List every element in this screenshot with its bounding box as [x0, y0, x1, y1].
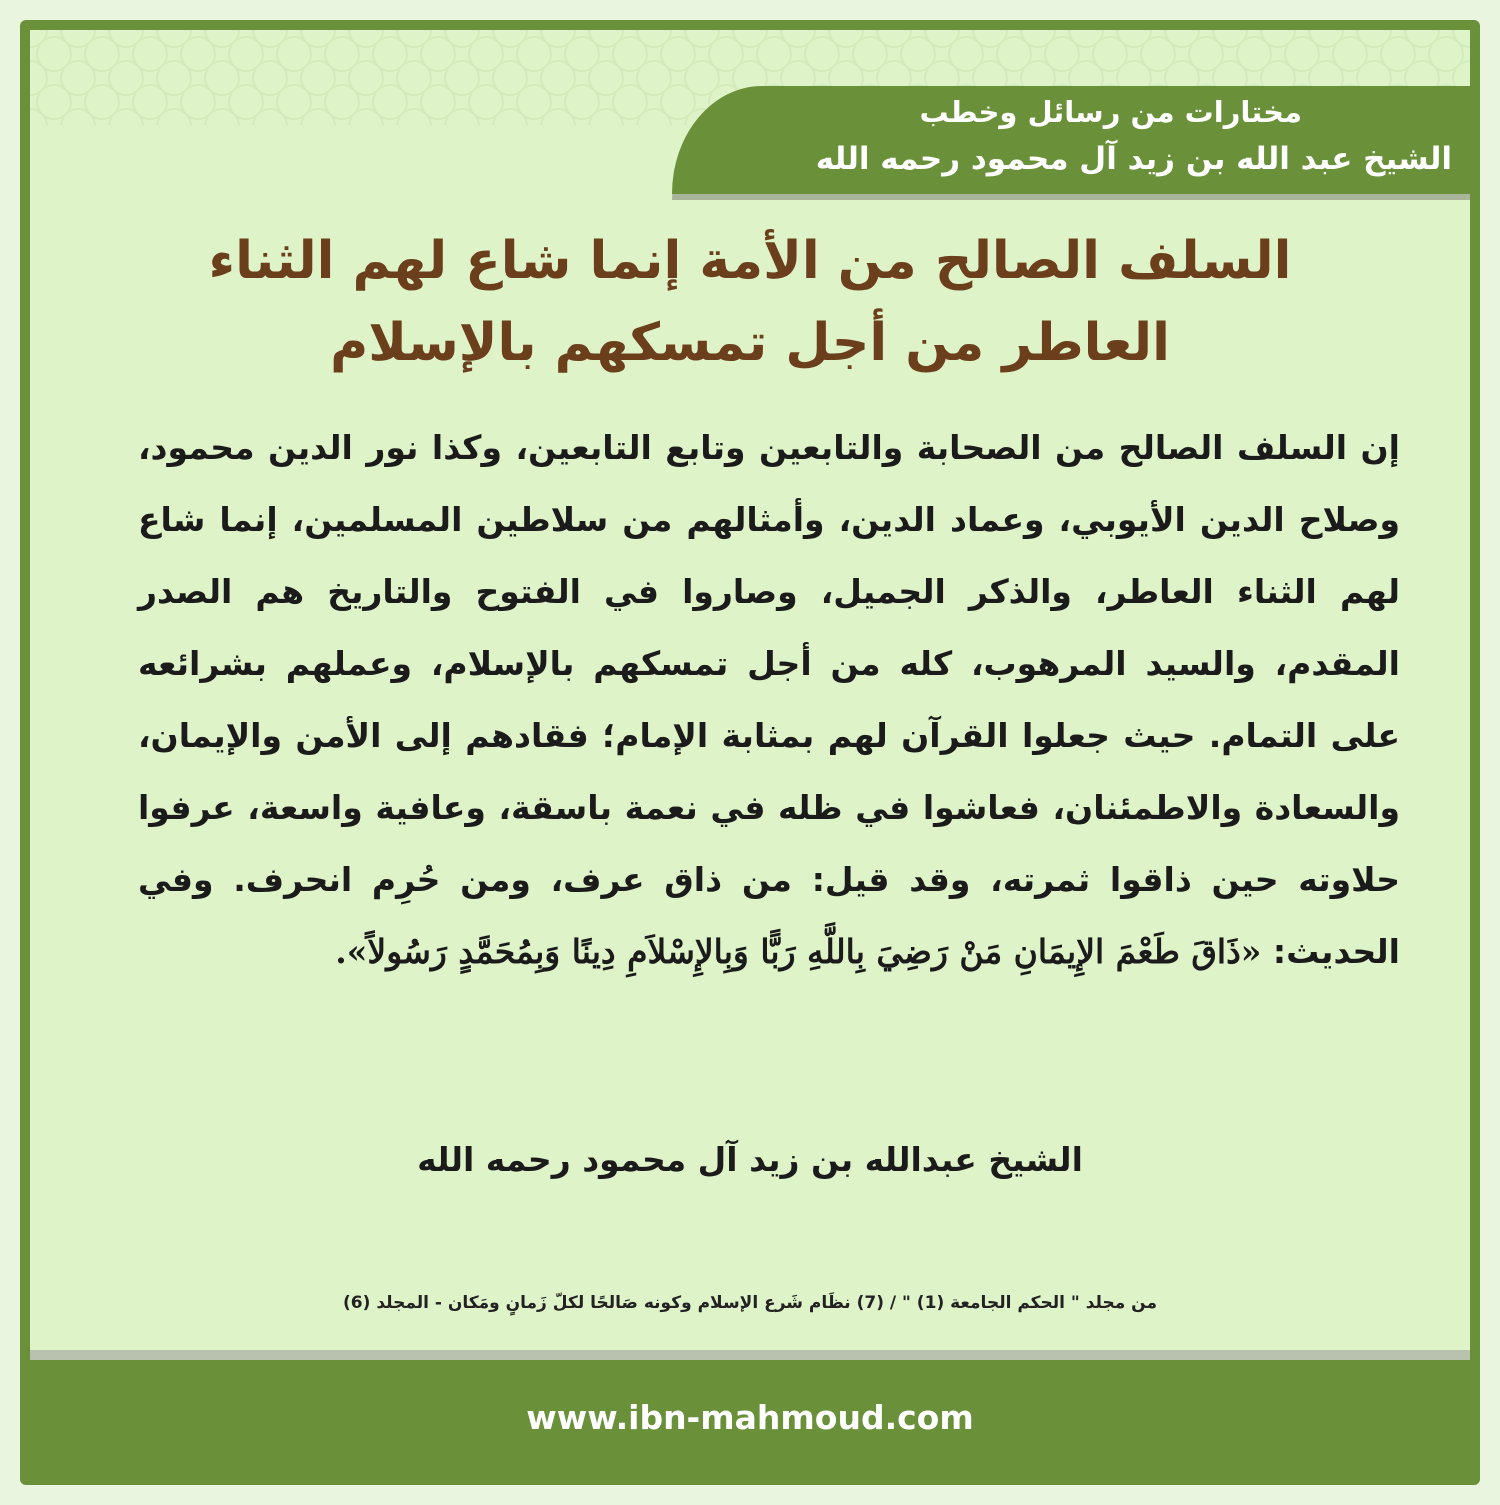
author-signature: الشيخ عبدالله بن زيد آل محمود رحمه الله — [417, 1140, 1083, 1179]
header-series-title: مختارات من رسائل وخطب — [919, 95, 1302, 129]
content-panel — [30, 30, 1470, 1350]
body-text: إن السلف الصالح من الصحابة والتابعين وتابع التابعين، وكذا نور الدين محمود، وصلاح الدين الأيوبي، وعماد الدين، وأمثالهم من سلاطين المسلمين، إنما شاع لهم الثناء العاطر، والذكر الجميل، وصاروا في الفتوح والتاريخ هم الصدر المقدم، والسيد المرهوب، كله من أجل تمسكهم بالإسلام، وعملهم بشرائعه على التمام. حيث جعلوا القرآن لهم بمثابة الإمام؛ فقادهم إلى الأمن والإيمان، والسعادة والاطمئنان، فعاشوا في ظله في نعمة باسقة، وعافية واسعة، عرفوا حلاوته حين ذاقوا ثمرته، وقد قيل: من ذاق عرف، ومن حُرِم انحرف. وفي الحديث: — [138, 428, 1400, 971]
header-band — [672, 86, 1470, 194]
header-author: الشيخ عبد الله بن زيد آل محمود رحمه الله — [815, 141, 1452, 177]
hadith-quote: «ذَاقَ طَعْمَ الإِيمَانِ مَنْ رَضِيَ بِاللَّهِ رَبًّا وَبِالإِسْلاَمِ دِينًا وَبِمُحَمَّدٍ رَسُولاً». — [335, 932, 1262, 971]
page-title — [90, 220, 1410, 384]
footer-divider — [30, 1350, 1470, 1360]
source-citation: من مجلد " الحكم الجامعة (1) " / (7) نظَام شَرع الإسلام وكونه صَالحًا لكلّ زَمانٍ ومَكان - المجلد (6) — [343, 1293, 1157, 1313]
body-paragraph — [138, 412, 1400, 988]
website-link[interactable]: www.ibn-mahmoud.com — [526, 1398, 974, 1437]
title-line-2: العاطر من أجل تمسكهم بالإسلام — [330, 313, 1170, 373]
header-text — [692, 90, 1452, 184]
title-line-1: السلف الصالح من الأمة إنما شاع لهم الثناء — [208, 231, 1292, 291]
